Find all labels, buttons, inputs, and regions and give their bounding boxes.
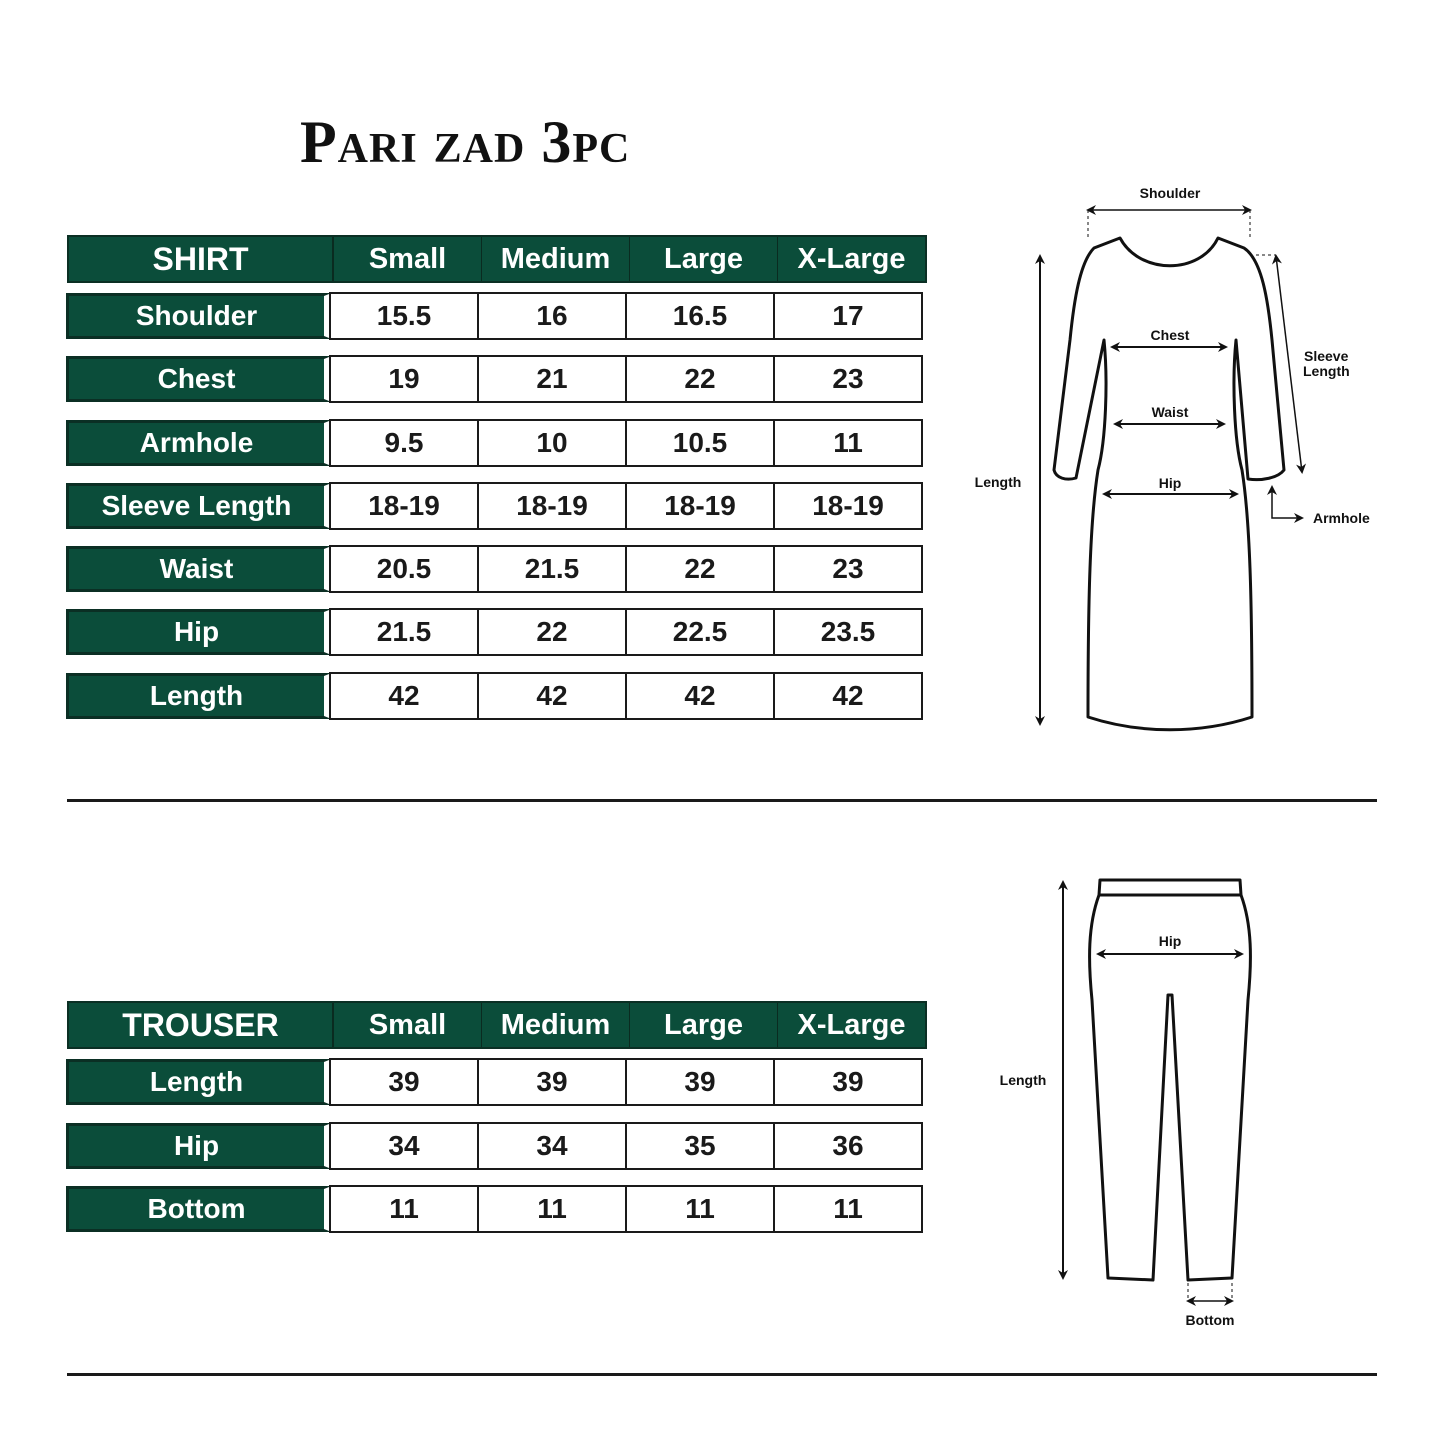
row-label: Bottom	[67, 1187, 329, 1231]
table-cell: 39	[331, 1058, 479, 1106]
sleeve-length-label-2: Length	[1303, 363, 1350, 379]
table-cell: 19	[331, 355, 479, 403]
table-cell: 21	[479, 355, 627, 403]
table-cell: 42	[479, 672, 627, 720]
shirt-row-hip	[67, 608, 923, 656]
table-cell: 18-19	[775, 482, 923, 530]
table-cell: 18-19	[331, 482, 479, 530]
row-label: Hip	[67, 1124, 329, 1168]
table-cell: 9.5	[331, 419, 479, 467]
table-cell: 23	[775, 545, 923, 593]
trouser-diagram	[980, 860, 1280, 1340]
table-cell: 42	[627, 672, 775, 720]
length-label: Length	[974, 474, 1022, 490]
sleeve-length-label-1: Sleeve	[1304, 348, 1349, 364]
table-cell: 10	[479, 419, 627, 467]
size-header-small: Small	[333, 237, 481, 281]
size-header-medium: Medium	[481, 237, 629, 281]
table-cell: 11	[775, 1185, 923, 1233]
table-cell: 11	[775, 419, 923, 467]
table-cell: 22	[479, 608, 627, 656]
shirt-table-header	[67, 235, 927, 283]
armhole-label: Armhole	[1313, 510, 1370, 526]
trouser-row-bottom	[67, 1185, 923, 1233]
table-cell: 11	[331, 1185, 479, 1233]
table-cell: 17	[775, 292, 923, 340]
page-title: Pari zad 3pc	[300, 109, 631, 175]
table-cell: 20.5	[331, 545, 479, 593]
table-cell: 39	[775, 1058, 923, 1106]
table-cell: 10.5	[627, 419, 775, 467]
trouser-row-length	[67, 1058, 923, 1106]
shirt-row-armhole	[67, 419, 923, 467]
shirt-row-waist	[67, 545, 923, 593]
table-cell: 21.5	[331, 608, 479, 656]
size-header-xlarge: X-Large	[777, 237, 925, 281]
shirt-row-length	[67, 672, 923, 720]
table-cell: 34	[331, 1122, 479, 1170]
shirt-row-chest	[67, 355, 923, 403]
waist-label: Waist	[1151, 404, 1189, 420]
trouser-hip-label: Hip	[1158, 933, 1182, 949]
table-cell: 23	[775, 355, 923, 403]
size-header-small: Small	[333, 1003, 481, 1047]
table-cell: 42	[775, 672, 923, 720]
row-label: Length	[67, 1060, 329, 1104]
shirt-row-sleeve-length	[67, 482, 923, 530]
section-divider	[67, 799, 1377, 802]
table-cell: 39	[479, 1058, 627, 1106]
row-label: Length	[67, 674, 329, 718]
shirt-diagram	[960, 175, 1390, 745]
row-label: Waist	[67, 547, 329, 591]
table-cell: 22	[627, 545, 775, 593]
shirt-row-shoulder	[67, 292, 923, 340]
table-cell: 42	[331, 672, 479, 720]
row-label: Shoulder	[67, 294, 329, 338]
hip-label: Hip	[1158, 475, 1182, 491]
table-cell: 35	[627, 1122, 775, 1170]
table-cell: 18-19	[479, 482, 627, 530]
table-cell: 18-19	[627, 482, 775, 530]
size-header-large: Large	[629, 1003, 777, 1047]
table-cell: 39	[627, 1058, 775, 1106]
trouser-table-header	[67, 1001, 927, 1049]
table-cell: 36	[775, 1122, 923, 1170]
trouser-outline	[1090, 895, 1251, 1280]
size-header-large: Large	[629, 237, 777, 281]
trouser-row-hip	[67, 1122, 923, 1170]
table-cell: 22	[627, 355, 775, 403]
shirt-header-label: SHIRT	[69, 237, 333, 281]
bottom-divider	[67, 1373, 1377, 1376]
armhole-pointer	[1272, 487, 1302, 518]
table-cell: 11	[627, 1185, 775, 1233]
size-header-xlarge: X-Large	[777, 1003, 925, 1047]
chest-label: Chest	[1150, 327, 1190, 343]
shoulder-label: Shoulder	[1139, 185, 1201, 201]
table-cell: 23.5	[775, 608, 923, 656]
trouser-header-label: TROUSER	[69, 1003, 333, 1047]
row-label: Armhole	[67, 421, 329, 465]
row-label: Sleeve Length	[67, 484, 329, 528]
table-cell: 15.5	[331, 292, 479, 340]
table-cell: 16	[479, 292, 627, 340]
table-cell: 21.5	[479, 545, 627, 593]
row-label: Hip	[67, 610, 329, 654]
trouser-bottom-label: Bottom	[1185, 1312, 1235, 1328]
table-cell: 22.5	[627, 608, 775, 656]
trouser-waistband	[1099, 880, 1241, 895]
trouser-length-label: Length	[999, 1072, 1047, 1088]
table-cell: 16.5	[627, 292, 775, 340]
size-header-medium: Medium	[481, 1003, 629, 1047]
table-cell: 11	[479, 1185, 627, 1233]
table-cell: 34	[479, 1122, 627, 1170]
row-label: Chest	[67, 357, 329, 401]
